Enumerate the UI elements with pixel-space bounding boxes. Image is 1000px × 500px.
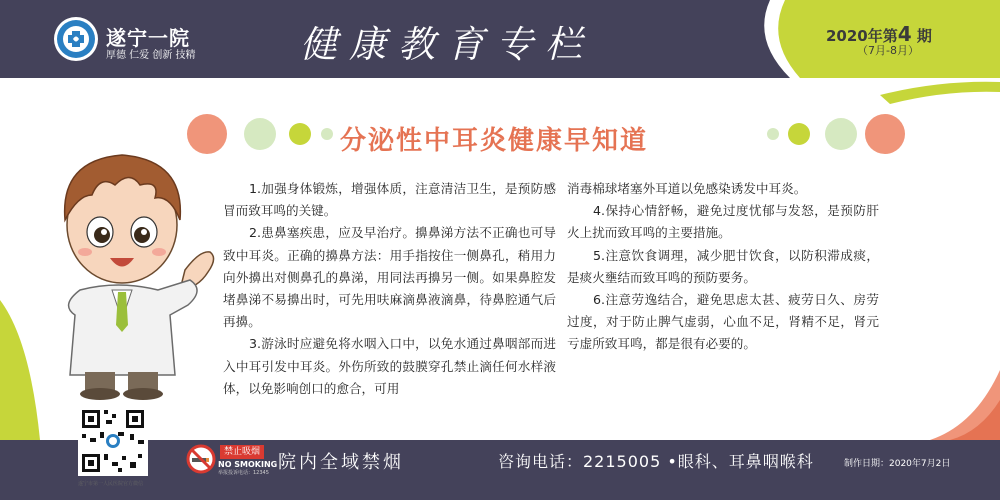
dot (865, 114, 905, 154)
dot (767, 128, 779, 140)
qr-code (78, 406, 148, 476)
dot (289, 123, 311, 145)
issue-number-value: 4 (897, 22, 912, 46)
article-right-column (567, 178, 879, 356)
production-date: 制作日期：2020年7月2日 (844, 459, 951, 469)
article-title: 分泌性中耳炎健康早知道 (340, 126, 649, 156)
no-smoking-english: NO SMOKING (218, 460, 278, 469)
hospital-motto: 厚德 仁爱 创新 技精 (106, 50, 196, 61)
article-paragraph: 5.注意饮食调理，减少肥甘饮食，以防积滞成痰，是痰火壅结而致耳鸣的预防要务。 (567, 247, 879, 285)
article-paragraph: 1.加强身体锻炼，增强体质，注意清洁卫生，是预防感冒而致耳鸣的关键。 (223, 181, 556, 219)
contact-info: 咨询电话：2215005 •眼科、耳鼻咽喉科 (498, 452, 814, 471)
qr-code-pattern (78, 406, 148, 476)
article-paragraph: 4.保持心情舒畅，避免过度忧郁与发怒，是预防肝火上扰而致耳鸣的主要措施。 (567, 203, 879, 241)
dot (321, 128, 333, 140)
no-smoking-notice: 院内全域禁烟 (278, 452, 404, 473)
qr-caption: 遂宁市第一人民医院官方微信 (78, 481, 144, 487)
article-paragraph: 3.游泳时应避免将水咽入口中，以免水通过鼻咽部而进入中耳引发中耳炎。外伤所致的鼓膜穿孔禁止滴任何水样液体，以免影响创口的愈合，可用 (223, 336, 556, 396)
issue-period: （7月-8月） (857, 44, 919, 57)
article-paragraph: 2.患鼻塞疾患，应及早治疗。擤鼻涕方法不正确也可导致中耳炎。正确的擤鼻方法：用手指按住一侧鼻孔，稍用力向外擤出对侧鼻孔的鼻涕，用同法再擤另一侧。如果鼻腔发堵鼻涕不易擤出时，可先用呋麻滴鼻液滴鼻，待鼻腔通气后再擤。 (223, 225, 556, 330)
article-paragraph: 6.注意劳逸结合，避免思虑太甚、疲劳日久、房劳过度，对于防止脾气虚弱，心血不足，肾精不足，肾元亏虚所致耳鸣，都是很有必要的。 (567, 292, 879, 352)
hospital-name: 遂宁一院 (106, 26, 190, 50)
dot (244, 118, 276, 150)
column-title: 健康教育专栏 (300, 23, 594, 66)
article-paragraph-continuation: 消毒棉球堵塞外耳道以免感染诱发中耳炎。 (567, 181, 807, 196)
article-left-column (223, 178, 556, 400)
no-smoking-icon (186, 444, 216, 474)
no-smoking-badge: 禁止吸烟 (220, 445, 264, 459)
doctor-mascot-illustration (30, 140, 220, 400)
issue-year-label: 2020年第 (826, 27, 898, 45)
dot (825, 118, 857, 150)
hospital-logo-icon (53, 16, 99, 62)
dot (788, 123, 810, 145)
no-smoking-hotline: 举报投诉电话：12345 (218, 470, 269, 476)
issue-suffix: 期 (916, 27, 932, 45)
